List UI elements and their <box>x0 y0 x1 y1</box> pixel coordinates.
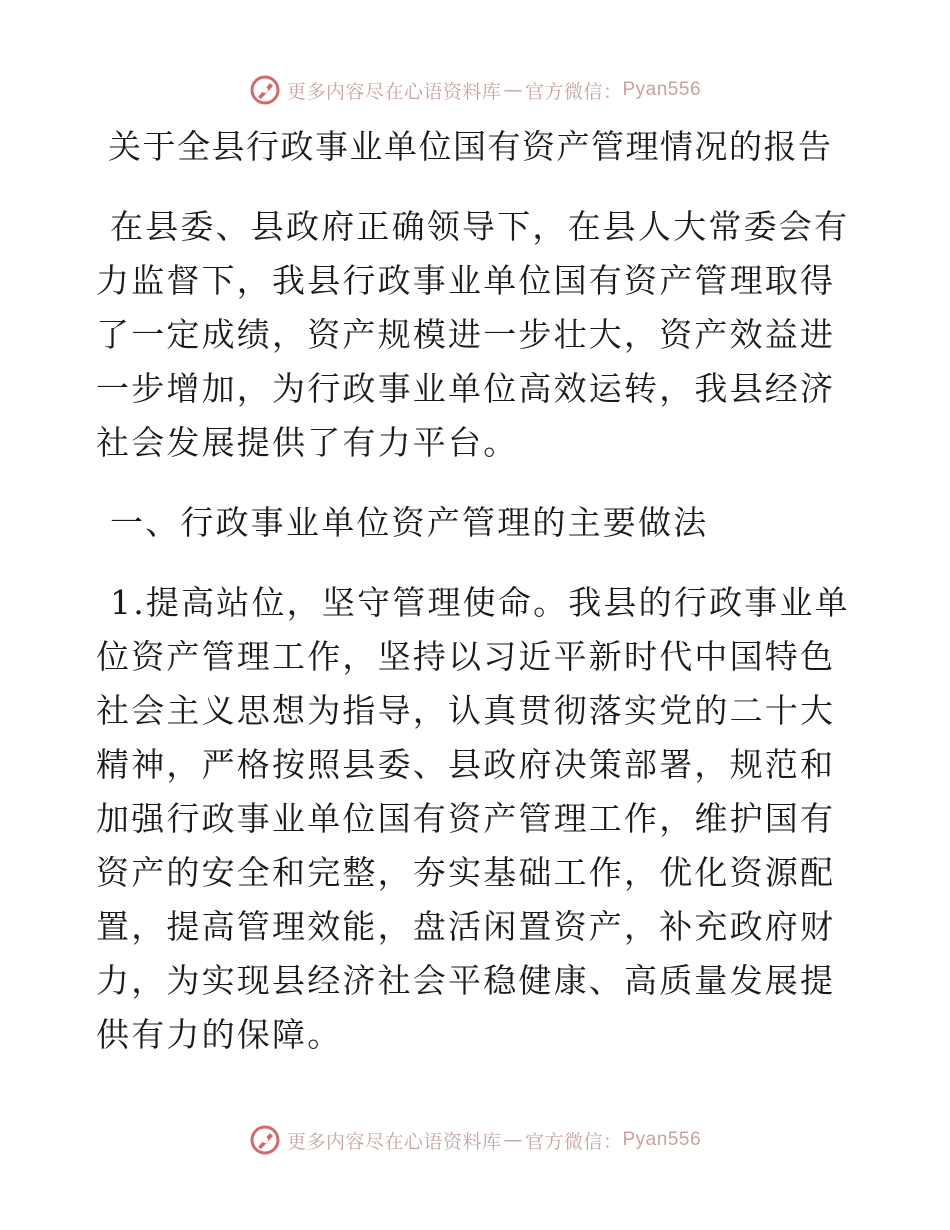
watermark-wechat-label: 官方微信： <box>524 80 623 103</box>
section-paragraph: 1.提高站位，坚守管理使命。我县的行政事业单位资产管理工作，坚持以习近平新时代中国特色社会主义思想为指导，认真贯彻落实党的二十大精神，严格按照县委、县政府决策部署，规范和加强行政事业单位国有资产管理工作，维护国有资产的安全和完整，夯实基础工作，优化资源配置，提高管理效能，盘活闲置资产，补充政府财力，为实现县经济社会平稳健康、高质量发展提供有力的保障。 <box>96 583 850 1054</box>
section-heading: 一、行政事业单位资产管理的主要做法 <box>110 503 709 542</box>
pen-circle-logo-icon <box>249 74 281 106</box>
watermark-wechat-id: Pyan556 <box>622 79 702 100</box>
watermark-separator: — <box>503 79 523 101</box>
document-body <box>96 120 856 1062</box>
footer-watermark <box>0 1120 950 1160</box>
pen-circle-logo-icon <box>249 1124 281 1156</box>
header-watermark <box>0 70 950 110</box>
watermark-text: 更多内容尽在心语资料库 <box>286 80 502 103</box>
intro-paragraph: 在县委、县政府正确领导下，在县人大常委会有力监督下，我县行政事业单位国有资产管理取得了一定成绩，资产规模进一步壮大，资产效益进一步增加，为行政事业单位高效运转，我县经济社会发展提供了有力平台。 <box>96 207 850 462</box>
watermark-wechat-label: 官方微信： <box>524 1130 623 1153</box>
watermark-wechat-id: Pyan556 <box>622 1129 702 1150</box>
document-title: 关于全县行政事业单位国有资产管理情况的报告 <box>108 127 833 166</box>
watermark-separator: — <box>503 1129 523 1151</box>
watermark-text: 更多内容尽在心语资料库 <box>286 1130 502 1153</box>
